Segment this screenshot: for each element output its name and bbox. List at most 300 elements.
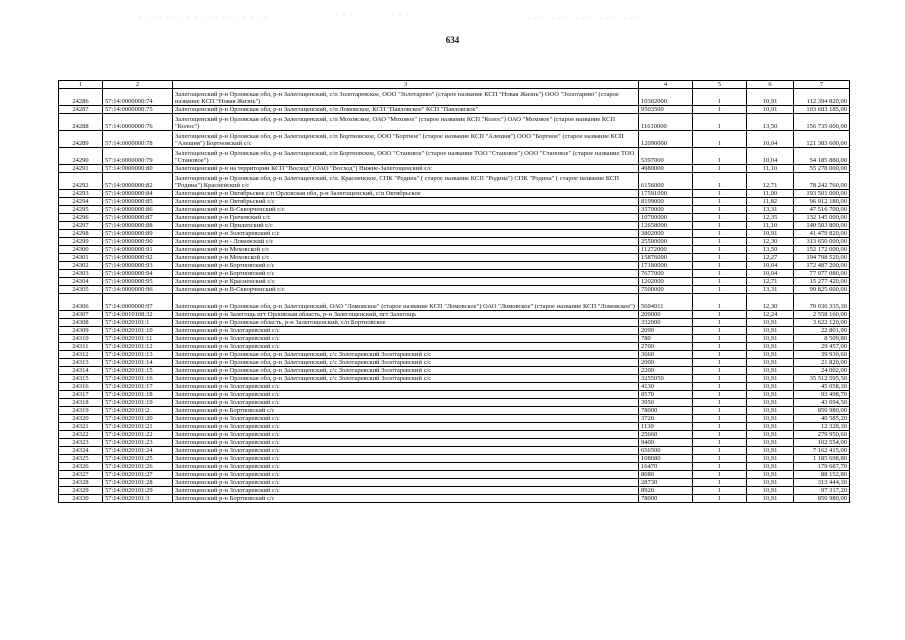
rate-value: 10,91 [747,327,794,335]
location-description: Залегощенский р-н Золотаревский с/с [173,335,639,343]
page-number: 634 [445,35,460,45]
location-description: Залегощенский р-н В-Скворченский с/с [173,286,639,294]
row-number: 24288 [59,114,103,131]
location-description: Залегощенский р-н Бортновский с/с [173,407,639,415]
area-value: 5694011 [639,294,693,311]
table-row [59,319,850,327]
area-value: 780 [639,335,693,343]
cadastral-number: 57:14:0020101:27 [103,471,173,479]
cadastral-number: 57:14:0000000:86 [103,206,173,214]
table-row [59,431,850,439]
cadastral-value: 88 152,80 [794,471,850,479]
location-description: Залегощенский р-н Золотаревский с/с [173,327,639,335]
quantity-value: 1 [693,359,747,367]
table-row [59,114,850,131]
location-description: Залегощенский р-н Орловская обл, р-н Залегощенский, с/п Бортновское, ООО "Бортное" (старое название КСП "Алешня") ООО "Бортное" (старое название КСП "Алешня") Бортновский с/с [173,131,639,148]
cadastral-number: 57:14:0020101:3 [103,495,173,503]
location-description: Залегощенский р-н Орловская обл, р-н Залегощенский, с/с Золотаревский Золотаревский с/с [173,367,639,375]
quantity-value: 1 [693,431,747,439]
cadastral-number: 57:14:0020101:11 [103,335,173,343]
row-number: 24330 [59,495,103,503]
rate-value: 12,27 [747,254,794,262]
cadastral-number: 57:14:0010108:32 [103,311,173,319]
area-value: 7500000 [639,286,693,294]
area-value: 2000 [639,359,693,367]
location-description: Залегощенский р-н на территории КСП "Восход" (ОАО "Восход") Нижне-Залегощенский с/с [173,165,639,173]
table-row [59,351,850,359]
location-description: Залегощенский р-н Золотаревский с/с [173,487,639,495]
area-value: 3255050 [639,375,693,383]
quantity-value: 1 [693,206,747,214]
row-number: 24298 [59,230,103,238]
quantity-value: 1 [693,327,747,335]
row-number: 24295 [59,206,103,214]
area-value: 12090000 [639,131,693,148]
row-number: 24322 [59,431,103,439]
quantity-value: 1 [693,246,747,254]
table-row [59,479,850,487]
table-row [59,106,850,114]
location-description: Залегощенский р-н - Ломовский с/с [173,238,639,246]
table-row [59,335,850,343]
row-number: 24325 [59,455,103,463]
rate-value: 10,04 [747,270,794,278]
location-description: Залегощенский р-н Гречевский с/с [173,214,639,222]
row-number: 24305 [59,286,103,294]
rate-value: 10,91 [747,463,794,471]
row-number: 24292 [59,173,103,190]
cadastral-number: 57:14:0020101:23 [103,439,173,447]
cadastral-number: 57:14:0020101:10 [103,327,173,335]
quantity-value: 1 [693,262,747,270]
area-value: 8570 [639,391,693,399]
row-number: 24296 [59,214,103,222]
row-number: 24314 [59,367,103,375]
area-value: 8199000 [639,198,693,206]
row-number: 24317 [59,391,103,399]
cadastral-number: 57:14:0020101:22 [103,431,173,439]
cadastral-value: 12 328,30 [794,423,850,431]
location-description: Залегощенский р-н Золотаревский с/с [173,383,639,391]
rate-value: 10,91 [747,415,794,423]
location-description: Залегощенский р-н Орловская обл, р-н Залегощенский, с/п Золотаревское, ООО "Золотарево" (старое название КСП "Новая Жизнь") ООО "Золотарево" (старое название КСП "Новая Жизнь") [173,89,639,106]
cadastral-value: 193 501 000,00 [794,190,850,198]
row-number: 24299 [59,238,103,246]
cadastral-value: 179 687,70 [794,463,850,471]
cadastral-number: 57:14:0020101:28 [103,479,173,487]
cadastral-number: 57:14:0020101:14 [103,359,173,367]
location-description: Залегощенский р-н Золотаревский с/с [173,391,639,399]
table-row [59,311,850,319]
rate-value: 10,91 [747,447,794,455]
row-number: 24328 [59,479,103,487]
rate-value: 10,91 [747,423,794,431]
area-value: 656500 [639,447,693,455]
cadastral-number: 57:14:0000000:94 [103,270,173,278]
table-row [59,327,850,335]
location-description: Залегощенский р-н Орловская обл, р-н Залегощенский, с/п Ломовское, КСП "Павловское" КСП "Павловское" [173,106,639,114]
cadastral-value: 93 498,70 [794,391,850,399]
quantity-value: 1 [693,479,747,487]
row-number: 24297 [59,222,103,230]
cadastral-number: 57:14:0000000:88 [103,222,173,230]
cadastral-number: 57:14:0000000:74 [103,89,173,106]
rate-value: 10,91 [747,383,794,391]
area-value: 1202000 [639,278,693,286]
quantity-value: 1 [693,383,747,391]
row-number: 24294 [59,198,103,206]
location-description: Залегощенский р-н Золотаревский с/с [173,415,639,423]
rate-value: 10,91 [747,89,794,106]
location-description: Залегощенский р-н Золотаревский с/с [173,439,639,447]
cadastral-value: 24 002,00 [794,367,850,375]
area-value: 6156000 [639,173,693,190]
location-description: Залегощенский р-н Золотаревский с/с [173,447,639,455]
quantity-value: 1 [693,89,747,106]
quantity-value: 1 [693,455,747,463]
location-description: Залегощенский р-н Золотаревский с/с [173,230,639,238]
cadastral-number: 57:14:0000000:97 [103,294,173,311]
rate-value: 10,91 [747,375,794,383]
cadastral-value: 22 801,90 [794,327,850,335]
location-description: Залегощенский р-н Октябрьский с/с [173,198,639,206]
cadastral-number: 57:14:0000000:91 [103,246,173,254]
area-value: 10302000 [639,89,693,106]
row-number: 24309 [59,327,103,335]
quantity-value: 1 [693,214,747,222]
quantity-value: 1 [693,343,747,351]
cadastral-number: 57:14:0020101:1 [103,319,173,327]
cadastral-value: 313 650 000,00 [794,238,850,246]
table-row [59,391,850,399]
column-header: 4 [639,81,693,89]
row-number: 24290 [59,148,103,165]
area-value: 8920 [639,487,693,495]
quantity-value: 1 [693,114,747,131]
cadastral-number: 57:14:0000000:79 [103,148,173,165]
cadastral-value: 55 278 000,00 [794,165,850,173]
cadastral-value: 97 317,20 [794,487,850,495]
cadastral-number: 57:14:0000000:95 [103,278,173,286]
rate-value: 11,82 [747,198,794,206]
rate-value: 10,91 [747,343,794,351]
rate-value: 10,91 [747,479,794,487]
quantity-value: 1 [693,391,747,399]
row-number: 24301 [59,254,103,262]
area-value: 17591000 [639,190,693,198]
table-row [59,367,850,375]
location-description: Залегощенский р-н Прилепский с/с [173,222,639,230]
table-row [59,246,850,254]
row-number: 24289 [59,131,103,148]
row-number: 24326 [59,463,103,471]
quantity-value: 1 [693,238,747,246]
column-header: 5 [693,81,747,89]
area-value: 25660 [639,431,693,439]
cadastral-number: 57:14:0020101:12 [103,343,173,351]
cadastral-value: 40 585,20 [794,415,850,423]
row-number: 24306 [59,294,103,311]
table-row [59,198,850,206]
row-number: 24324 [59,447,103,455]
cadastral-number: 57:14:0020101:20 [103,415,173,423]
area-value: 16470 [639,463,693,471]
table-row [59,190,850,198]
cadastral-value: 279 950,60 [794,431,850,439]
cadastral-number: 57:14:0020101:29 [103,487,173,495]
location-description: Залегощенский р-н Золотаревский с/с [173,471,639,479]
table-row [59,399,850,407]
location-description: Залегощенский р-н Орловская обл, р-н Залегощенский, с/с Золотаревский Золотаревский с/с [173,375,639,383]
area-value: 78000 [639,407,693,415]
location-description: Залегощенский р-н Золотаревский с/с [173,431,639,439]
table-row [59,415,850,423]
cadastral-value: 1 185 698,80 [794,455,850,463]
location-description: Залегощенский р-н Бортновский с/с [173,262,639,270]
location-description: Залегощенский р-н Золотаревский с/с [173,399,639,407]
scan-noise [8,10,898,24]
cadastral-number: 57:14:0000000:92 [103,254,173,262]
rate-value: 11,00 [747,190,794,198]
rate-value: 10,91 [747,471,794,479]
rate-value: 10,91 [747,487,794,495]
quantity-value: 1 [693,148,747,165]
cadastral-number: 57:14:0020101:16 [103,375,173,383]
rate-value: 10,91 [747,439,794,447]
rate-value: 12,30 [747,238,794,246]
area-value: 108680 [639,455,693,463]
cadastral-value: 45 058,30 [794,383,850,391]
row-number: 24319 [59,407,103,415]
cadastral-value: 78 242 760,00 [794,173,850,190]
cadastral-number: 57:14:0000000:90 [103,238,173,246]
cadastral-number: 57:14:0020101:17 [103,383,173,391]
location-description: Залегощенский р-н Орловская обл, р-н Залегощенский, с/п Моховское, ОАО "Моховое" (старое название КСП "Колос") ОАО "Моховое" (старое название КСП "Колос") [173,114,639,131]
cadastral-number: 57:14:0000000:76 [103,114,173,131]
location-description: Залегощенский р-н Орловская обл, р-н Залегощенский, ОАО "Ломовское" (старое название КСП "Ломовское") ОАО "Ломовское" (старое название КСП "Ломовское") [173,294,639,311]
row-number: 24313 [59,359,103,367]
area-value: 9503500 [639,106,693,114]
row-number: 24327 [59,471,103,479]
rate-value: 13,31 [747,286,794,294]
cadastral-value: 47 516 700,00 [794,206,850,214]
row-number: 24312 [59,351,103,359]
cadastral-number: 57:14:0000000:78 [103,131,173,148]
area-value: 25500000 [639,238,693,246]
quantity-value: 1 [693,294,747,311]
cadastral-value: 2 558 160,00 [794,311,850,319]
cadastral-number: 57:14:0020101:2 [103,407,173,415]
quantity-value: 1 [693,423,747,431]
rate-value: 10,91 [747,351,794,359]
quantity-value: 1 [693,190,747,198]
table-body [59,89,850,503]
table-row [59,463,850,471]
area-value: 9400 [639,439,693,447]
table-row [59,375,850,383]
cadastral-value: 70 036 335,30 [794,294,850,311]
location-description: Залегощенский р-н Орловская обл, р-н Залегощенский, с/с Золотаревский Золотаревский с/с [173,351,639,359]
quantity-value: 1 [693,407,747,415]
table-row [59,447,850,455]
rate-value: 10,91 [747,319,794,327]
row-number: 24315 [59,375,103,383]
cadastral-number: 57:14:0020101:19 [103,399,173,407]
quantity-value: 1 [693,254,747,262]
cadastral-value: 121 383 600,00 [794,131,850,148]
cadastral-number: 57:14:0000000:84 [103,190,173,198]
table-row [59,270,850,278]
area-value: 11610000 [639,114,693,131]
rate-value: 10,04 [747,262,794,270]
quantity-value: 1 [693,439,747,447]
area-value: 2200 [639,367,693,375]
table-row [59,89,850,106]
location-description: Залегощенский р-н Бортновский с/с [173,495,639,503]
quantity-value: 1 [693,351,747,359]
cadastral-value: 43 094,50 [794,399,850,407]
row-number: 24300 [59,246,103,254]
cadastral-value: 54 185 880,00 [794,148,850,165]
cadastral-value: 39 930,60 [794,351,850,359]
location-description: Залегощенский р-н Золотаревский с/с [173,463,639,471]
rate-value: 10,91 [747,455,794,463]
cadastral-value: 156 735 000,00 [794,114,850,131]
cadastral-value: 35 512 595,50 [794,375,850,383]
area-value: 15876000 [639,254,693,262]
rate-value: 10,91 [747,495,794,503]
cadastral-value: 15 277 420,00 [794,278,850,286]
location-description: Залегощенский р-н Октябрьское с/п Орловская обл, р-н Залегощенский, с/п Октябрьское [173,190,639,198]
row-number: 24307 [59,311,103,319]
row-number: 24316 [59,383,103,391]
location-description: Залегощенский р-н Моховской с/с [173,254,639,262]
rate-value: 12,35 [747,214,794,222]
column-header: 7 [794,81,850,89]
rate-value: 10,91 [747,335,794,343]
cadastral-value: 132 145 000,00 [794,214,850,222]
location-description: Залегощенский р-н Моховской с/с [173,246,639,254]
location-description: Залегощенский р-н В-Скворченский с/с [173,206,639,214]
cadastral-value: 7 162 415,00 [794,447,850,455]
row-number: 24308 [59,319,103,327]
cadastral-number: 57:14:0000000:85 [103,198,173,206]
cadastral-value: 140 503 800,00 [794,222,850,230]
row-number: 24323 [59,439,103,447]
rate-value: 10,91 [747,407,794,415]
area-value: 28730 [639,479,693,487]
area-value: 4980000 [639,165,693,173]
area-value: 12658000 [639,222,693,230]
area-value: 4130 [639,383,693,391]
cadastral-value: 3 622 120,00 [794,319,850,327]
location-description: Залегощенский р-н Орловская обл, р-н Залегощенский, с/п Бортновское, ООО "Становое" (старое название ТОО "Становое") ООО "Становое" (старое название ТОО "Становое") [173,148,639,165]
cadastral-number: 57:14:0020101:18 [103,391,173,399]
row-number: 24320 [59,415,103,423]
location-description: Залегощенский р-н Орловская область, р-н Залегощенский, с/п Бортновское [173,319,639,327]
cadastral-number: 57:14:0020101:15 [103,367,173,375]
cadastral-value: 194 798 520,00 [794,254,850,262]
register-table [58,80,850,503]
cadastral-value: 96 912 180,00 [794,198,850,206]
quantity-value: 1 [693,487,747,495]
table-row [59,407,850,415]
rate-value: 10,04 [747,148,794,165]
location-description: Залегощенский р-н Золотаревский с/с [173,343,639,351]
area-value: 2090 [639,327,693,335]
quantity-value: 1 [693,278,747,286]
rate-value: 10,91 [747,367,794,375]
row-number: 24311 [59,343,103,351]
table-row [59,254,850,262]
area-value: 11272000 [639,246,693,254]
quantity-value: 1 [693,495,747,503]
rate-value: 12,24 [747,311,794,319]
quantity-value: 1 [693,335,747,343]
table-row [59,495,850,503]
location-description: Залегощенский р-н Залегощь пгт Орловская область, р-н Залегощенский, пгт Залегощь [173,311,639,319]
rate-value: 10,91 [747,391,794,399]
cadastral-value: 102 554,00 [794,439,850,447]
cadastral-number: 57:14:0000000:93 [103,262,173,270]
area-value: 5397000 [639,148,693,165]
rate-value: 10,91 [747,431,794,439]
cadastral-value: 850 980,00 [794,495,850,503]
cadastral-value: 8 509,80 [794,335,850,343]
area-value: 2700 [639,343,693,351]
quantity-value: 1 [693,286,747,294]
cadastral-value: 29 457,00 [794,343,850,351]
area-value: 332000 [639,319,693,327]
table-row [59,165,850,173]
cadastral-number: 57:14:0000000:87 [103,214,173,222]
table-row [59,294,850,311]
quantity-value: 1 [693,222,747,230]
location-description: Залегощенский р-н Красненский с/с [173,278,639,286]
rate-value: 10,91 [747,230,794,238]
quantity-value: 1 [693,230,747,238]
table-row [59,343,850,351]
row-number: 24287 [59,106,103,114]
rate-value: 11,10 [747,165,794,173]
cadastral-value: 77 077 080,00 [794,270,850,278]
cadastral-value: 99 825 000,00 [794,286,850,294]
location-description: Залегощенский р-н Золотаревский с/с [173,455,639,463]
area-value: 209000 [639,311,693,319]
cadastral-value: 152 172 000,00 [794,246,850,254]
quantity-value: 1 [693,463,747,471]
area-value: 7677000 [639,270,693,278]
table-row [59,487,850,495]
cadastral-value: 172 487 200,00 [794,262,850,270]
cadastral-number: 57:14:0000000:80 [103,165,173,173]
row-number: 24293 [59,190,103,198]
table-row [59,262,850,270]
table-row [59,230,850,238]
table-row [59,455,850,463]
table-row [59,423,850,431]
column-header: 3 [173,81,639,89]
column-header: 2 [103,81,173,89]
area-value: 78000 [639,495,693,503]
rate-value: 12,71 [747,278,794,286]
row-number: 24318 [59,399,103,407]
cadastral-value: 103 683 185,00 [794,106,850,114]
cadastral-number: 57:14:0020101:26 [103,463,173,471]
cadastral-number: 57:14:0000000:82 [103,173,173,190]
quantity-value: 1 [693,447,747,455]
table-row [59,214,850,222]
